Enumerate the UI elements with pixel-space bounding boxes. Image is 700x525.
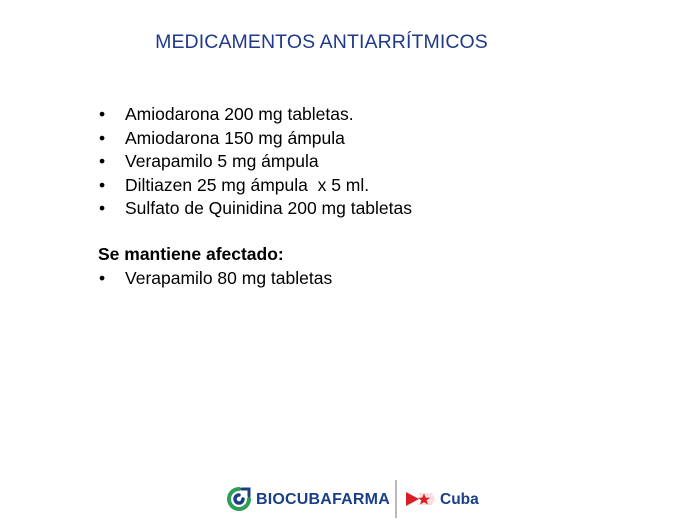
list-item: • Diltiazen 25 mg ámpula x 5 ml. — [98, 174, 412, 198]
logo-divider — [395, 480, 397, 518]
affected-heading: Se mantiene afectado: — [98, 244, 284, 264]
list-item: • Verapamilo 5 mg ámpula — [98, 150, 412, 174]
list-item: • Amiodarona 150 mg ámpula — [98, 127, 412, 151]
list-item: • Sulfato de Quinidina 200 mg tabletas — [98, 197, 412, 221]
cuba-wordmark: Cuba — [440, 491, 479, 508]
list-item: • Verapamilo 80 mg tabletas — [98, 267, 332, 291]
biocubafarma-wordmark: BIOCUBAFARMA — [256, 491, 390, 508]
slide-title: MEDICAMENTOS ANTIARRÍTMICOS — [155, 31, 488, 53]
medication-list — [98, 103, 412, 221]
biocubafarma-logo-icon — [226, 486, 252, 512]
footer-logos — [226, 480, 486, 520]
affected-list — [98, 267, 332, 291]
cuba-star-icon — [406, 489, 436, 509]
list-item: • Amiodarona 200 mg tabletas. — [98, 103, 412, 127]
